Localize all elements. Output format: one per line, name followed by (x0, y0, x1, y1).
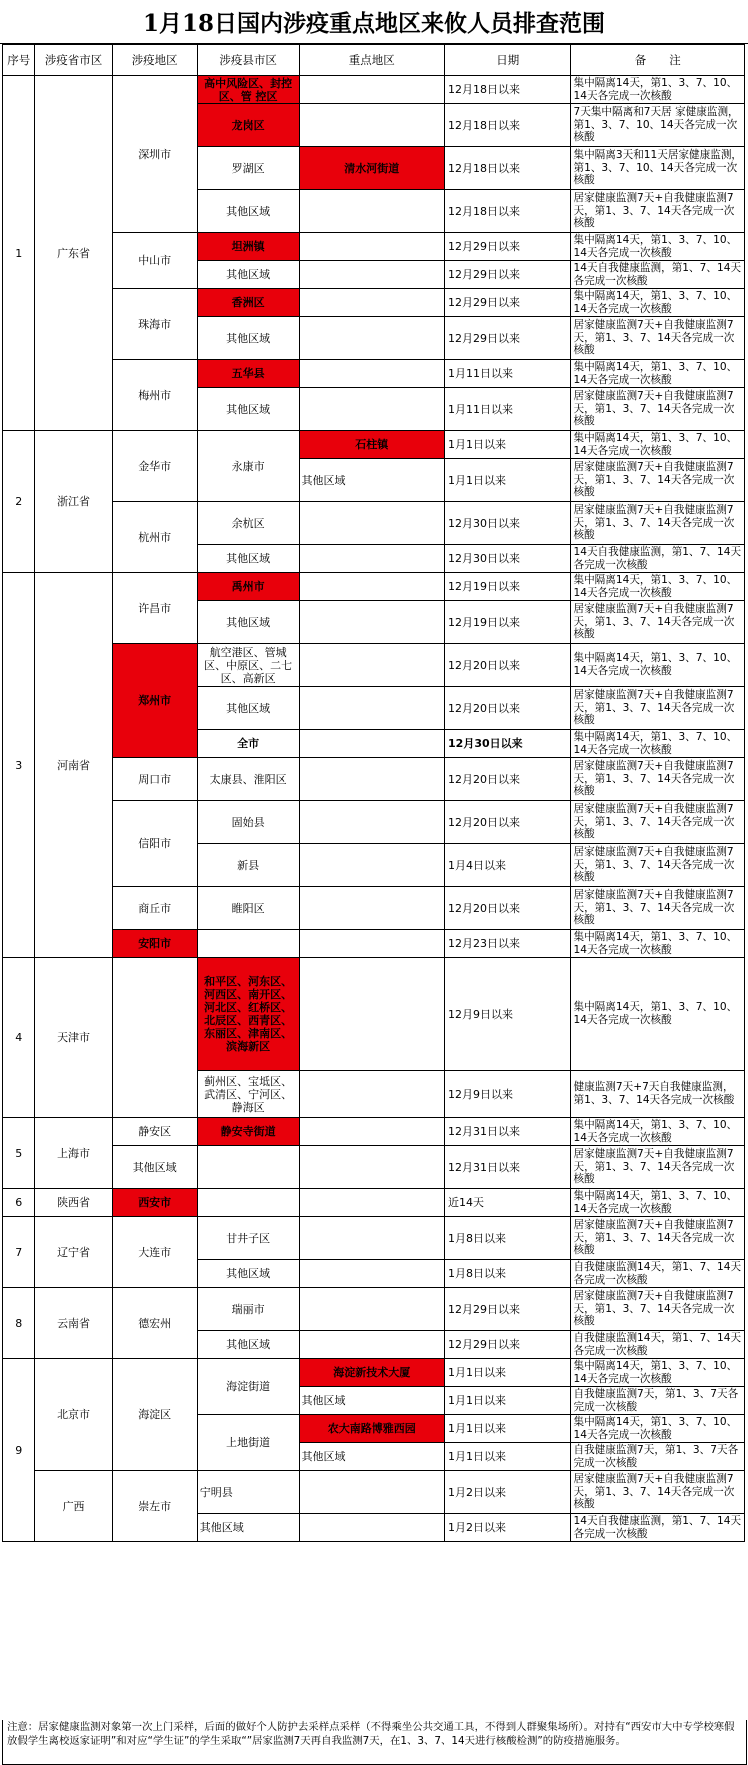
county-cell: 其他区域 (197, 317, 299, 360)
key-cell (299, 261, 444, 289)
date-cell: 12月23日以来 (445, 930, 571, 958)
date-cell: 1月1日以来 (445, 1359, 571, 1387)
county-cell: 其他区域 (197, 190, 299, 233)
key-cell (299, 801, 444, 844)
note-cell: 集中隔离14天，第1、3、7、10、14天各完成一次核酸 (571, 360, 745, 388)
county-cell: 甘井子区 (197, 1217, 299, 1260)
col-header-county: 涉疫县市区 (197, 45, 299, 76)
date-cell: 12月20日以来 (445, 801, 571, 844)
table-row (3, 431, 745, 459)
note-cell: 集中隔离14天，第1、3、7、10、14天各完成一次核酸 (571, 1359, 745, 1387)
county-cell: 瑞丽市 (197, 1288, 299, 1331)
county-cell: 其他区域 (197, 1260, 299, 1288)
note-cell: 居家健康监测7天+自我健康监测7天，第1、3、7、14天各完成一次核酸 (571, 459, 745, 502)
note-cell: 居家健康监测7天+自我健康监测7天，第1、3、7、14天各完成一次核酸 (571, 317, 745, 360)
county-cell: 全市 (197, 730, 299, 758)
province-cell: 辽宁省 (35, 1217, 112, 1288)
note-cell: 集中隔离14天，第1、3、7、10、14天各完成一次核酸 (571, 930, 745, 958)
table-row (3, 801, 745, 844)
key-cell (299, 1288, 444, 1331)
note-cell: 居家健康监测7天+自我健康监测7天，第1、3、7、14天各完成一次核酸 (571, 687, 745, 730)
row-no: 5 (3, 1118, 35, 1189)
date-cell: 12月20日以来 (445, 644, 571, 687)
key-cell (299, 502, 444, 545)
date-cell: 1月8日以来 (445, 1217, 571, 1260)
note-cell: 居家健康监测7天+自我健康监测7天，第1、3、7、14天各完成一次核酸 (571, 801, 745, 844)
date-cell: 12月20日以来 (445, 687, 571, 730)
region-cell: 许昌市 (112, 573, 197, 644)
province-cell: 广东省 (35, 76, 112, 431)
date-cell: 12月18日以来 (445, 190, 571, 233)
note-cell: 居家健康监测7天+自我健康监测7天，第1、3、7、14天各完成一次核酸 (571, 1471, 745, 1514)
row-no: 1 (3, 76, 35, 431)
county-cell: 太康县、淮阳区 (197, 758, 299, 801)
note-cell: 集中隔离14天，第1、3、7、10、14天各完成一次核酸 (571, 76, 745, 104)
county-cell: 禹州市 (197, 573, 299, 601)
date-cell: 1月1日以来 (445, 1415, 571, 1443)
row-no: 7 (3, 1217, 35, 1288)
date-cell: 1月4日以来 (445, 844, 571, 887)
county-cell: 新县 (197, 844, 299, 887)
county-cell: 上地街道 (197, 1415, 299, 1471)
table-row (3, 1146, 745, 1189)
county-cell: 其他区域 (197, 687, 299, 730)
date-cell: 12月19日以来 (445, 573, 571, 601)
note-cell: 14天自我健康监测，第1、7、14天各完成一次核酸 (571, 545, 745, 573)
note-cell: 居家健康监测7天+自我健康监测7天，第1、3、7、14天各完成一次核酸 (571, 844, 745, 887)
table-row (3, 1189, 745, 1217)
key-cell (299, 1217, 444, 1260)
date-cell: 1月2日以来 (445, 1514, 571, 1542)
table-row (3, 1359, 745, 1387)
county-cell (197, 1146, 299, 1189)
county-cell: 罗湖区 (197, 147, 299, 190)
col-header-region: 涉疫地区 (112, 45, 197, 76)
table-row (3, 1288, 745, 1331)
table-row (3, 1217, 745, 1260)
province-cell: 上海市 (35, 1118, 112, 1189)
key-cell (299, 1071, 444, 1118)
col-header-key: 重点地区 (299, 45, 444, 76)
key-cell (299, 1471, 444, 1514)
date-cell: 12月18日以来 (445, 76, 571, 104)
table-row (3, 502, 745, 545)
province-cell: 北京市 (35, 1359, 112, 1471)
region-cell: 静安区 (112, 1118, 197, 1146)
note-cell: 自我健康监测7天，第1、3、7天各完成一次核酸 (571, 1443, 745, 1471)
key-cell (299, 887, 444, 930)
key-cell (299, 317, 444, 360)
table-row (3, 930, 745, 958)
county-cell: 静安寺街道 (197, 1118, 299, 1146)
col-header-note: 备 注 (571, 45, 745, 76)
note-cell: 集中隔离14天，第1、3、7、10、14天各完成一次核酸 (571, 1415, 745, 1443)
note-cell: 集中隔离14天，第1、3、7、10、14天各完成一次核酸 (571, 1189, 745, 1217)
county-cell: 其他区域 (197, 545, 299, 573)
key-cell (299, 545, 444, 573)
table-row (3, 289, 745, 317)
key-cell: 海淀新技术大厦 (299, 1359, 444, 1387)
county-cell (197, 1189, 299, 1217)
note-cell: 7天集中隔离和7天居 家健康监测，第1、3、7、10、14天各完成一次核酸 (571, 104, 745, 147)
date-cell: 12月29日以来 (445, 1288, 571, 1331)
county-cell: 宁明县 (197, 1471, 299, 1514)
date-cell: 12月29日以来 (445, 261, 571, 289)
screening-table (2, 44, 745, 1542)
table-row (3, 360, 745, 388)
row-no: 6 (3, 1189, 35, 1217)
row-no: 2 (3, 431, 35, 573)
date-cell: 1月2日以来 (445, 1471, 571, 1514)
region-cell: 杭州市 (112, 502, 197, 573)
date-cell: 1月1日以来 (445, 1387, 571, 1415)
table-row (3, 887, 745, 930)
note-cell: 居家健康监测7天+自我健康监测7天，第1、3、7、14天各完成一次核酸 (571, 601, 745, 644)
county-cell: 海淀街道 (197, 1359, 299, 1415)
region-cell: 珠海市 (112, 289, 197, 360)
county-cell: 余杭区 (197, 502, 299, 545)
key-cell: 其他区域 (299, 459, 444, 502)
date-cell: 12月20日以来 (445, 758, 571, 801)
note-cell: 自我健康监测7天，第1、3、7天各完成一次核酸 (571, 1387, 745, 1415)
date-cell: 12月31日以来 (445, 1146, 571, 1189)
note-cell: 集中隔离14天，第1、3、7、10、14天各完成一次核酸 (571, 289, 745, 317)
county-cell: 其他区域 (197, 601, 299, 644)
date-cell: 1月1日以来 (445, 1443, 571, 1471)
note-cell: 居家健康监测7天+自我健康监测7天，第1、3、7、14天各完成一次核酸 (571, 758, 745, 801)
key-cell (299, 930, 444, 958)
key-cell (299, 1260, 444, 1288)
note-cell: 健康监测7天+7天自我健康监测，第1、3、7、14天各完成一次核酸 (571, 1071, 745, 1118)
note-cell: 居家健康监测7天+自我健康监测7天，第1、3、7、14天各完成一次核酸 (571, 388, 745, 431)
note-cell: 集中隔离14天，第1、3、7、10、14天各完成一次核酸 (571, 730, 745, 758)
date-cell: 1月8日以来 (445, 1260, 571, 1288)
county-cell: 其他区域 (197, 388, 299, 431)
county-cell: 和平区、河东区、河西区、南开区、河北区、红桥区、北辰区、西青区、东丽区、津南区、滨海新区 (197, 958, 299, 1071)
row-no: 8 (3, 1288, 35, 1359)
table-row (3, 76, 745, 104)
note-cell: 集中隔离3天和11天居家健康监测，第1、3、7、10、14天各完成一次核酸 (571, 147, 745, 190)
note-cell: 居家健康监测7天+自我健康监测7天，第1、3、7、14天各完成一次核酸 (571, 1217, 745, 1260)
table-row (3, 1118, 745, 1146)
table-row (3, 644, 745, 687)
date-cell: 12月29日以来 (445, 1331, 571, 1359)
date-cell: 1月11日以来 (445, 388, 571, 431)
province-cell: 河南省 (35, 573, 112, 958)
region-cell: 信阳市 (112, 801, 197, 887)
key-cell (299, 388, 444, 431)
note-cell: 集中隔离14天，第1、3、7、10、14天各完成一次核酸 (571, 644, 745, 687)
note-cell: 集中隔离14天，第1、3、7、10、14天各完成一次核酸 (571, 958, 745, 1071)
county-cell: 蓟州区、宝坻区、武清区、宁河区、静海区 (197, 1071, 299, 1118)
key-cell (299, 76, 444, 104)
region-cell: 金华市 (112, 431, 197, 502)
date-cell: 12月20日以来 (445, 887, 571, 930)
key-cell (299, 730, 444, 758)
key-cell (299, 360, 444, 388)
county-cell: 航空港区、管城区、中原区、二七区、高新区 (197, 644, 299, 687)
row-no: 4 (3, 958, 35, 1118)
key-cell (299, 233, 444, 261)
key-cell (299, 573, 444, 601)
region-cell: 安阳市 (112, 930, 197, 958)
note-cell: 14天自我健康监测，第1、7、14天各完成一次核酸 (571, 261, 745, 289)
date-cell: 1月1日以来 (445, 459, 571, 502)
note-cell: 集中隔离14天，第1、3、7、10、14天各完成一次核酸 (571, 573, 745, 601)
county-cell: 坦洲镇 (197, 233, 299, 261)
table-row (3, 758, 745, 801)
table-row (3, 573, 745, 601)
date-cell: 12月29日以来 (445, 289, 571, 317)
note-cell: 集中隔离14天，第1、3、7、10、14天各完成一次核酸 (571, 233, 745, 261)
table-row (3, 1471, 745, 1514)
key-cell (299, 844, 444, 887)
province-cell: 云南省 (35, 1288, 112, 1359)
date-cell: 12月30日以来 (445, 502, 571, 545)
col-header-date: 日期 (445, 45, 571, 76)
region-cell: 郑州市 (112, 644, 197, 758)
note-cell: 居家健康监测7天+自我健康监测7天，第1、3、7、14天各完成一次核酸 (571, 502, 745, 545)
key-cell (299, 758, 444, 801)
note-cell: 自我健康监测14天，第1、7、14天各完成一次核酸 (571, 1260, 745, 1288)
date-cell: 12月31日以来 (445, 1118, 571, 1146)
note-cell: 集中隔离14天，第1、3、7、10、14天各完成一次核酸 (571, 431, 745, 459)
key-cell (299, 958, 444, 1071)
date-cell: 12月9日以来 (445, 958, 571, 1071)
province-cell: 广西 (35, 1471, 112, 1542)
note-cell: 居家健康监测7天+自我健康监测7天，第1、3、7、14天各完成一次核酸 (571, 1288, 745, 1331)
date-cell: 1月1日以来 (445, 431, 571, 459)
key-cell: 农大南路博雅西园 (299, 1415, 444, 1443)
key-cell (299, 1189, 444, 1217)
date-cell: 12月29日以来 (445, 233, 571, 261)
key-cell (299, 104, 444, 147)
province-cell: 浙江省 (35, 431, 112, 573)
header-row (3, 45, 745, 76)
note-cell: 集中隔离14天，第1、3、7、10、14天各完成一次核酸 (571, 1118, 745, 1146)
key-cell (299, 644, 444, 687)
key-cell (299, 190, 444, 233)
region-cell: 深圳市 (112, 76, 197, 233)
date-cell: 12月9日以来 (445, 1071, 571, 1118)
table-row (3, 233, 745, 261)
date-cell: 12月18日以来 (445, 104, 571, 147)
county-cell: 香洲区 (197, 289, 299, 317)
county-cell: 睢阳区 (197, 887, 299, 930)
key-cell (299, 687, 444, 730)
key-cell: 其他区域 (299, 1443, 444, 1471)
county-cell: 龙岗区 (197, 104, 299, 147)
region-cell: 崇左市 (112, 1471, 197, 1542)
region-cell: 中山市 (112, 233, 197, 289)
col-header-province: 涉疫省市区 (35, 45, 112, 76)
county-cell: 其他区域 (197, 1331, 299, 1359)
footnote: 注意：居家健康监测对象第一次上门采样，后面的做好个人防护去采样点采样（不得乘坐公共交通工具，不得到人群聚集场所）。对持有“西安市大中专学校寒假放假学生离校返家证明”和对应“学生证”的学生采取“”居家监测7天再自我监测7天，在1、3、7、14天进行核酸检测”的防疫措施服务。 (2, 1720, 747, 1765)
table-row (3, 958, 745, 1071)
date-cell: 12月29日以来 (445, 317, 571, 360)
region-cell: 商丘市 (112, 887, 197, 930)
row-no: 9 (3, 1359, 35, 1542)
county-cell: 其他区域 (197, 1514, 299, 1542)
date-cell: 12月19日以来 (445, 601, 571, 644)
region-cell: 海淀区 (112, 1359, 197, 1471)
date-cell: 近14天 (445, 1189, 571, 1217)
note-cell: 居家健康监测7天+自我健康监测7天，第1、3、7、14天各完成一次核酸 (571, 1146, 745, 1189)
province-cell: 天津市 (35, 958, 112, 1118)
key-cell (299, 289, 444, 317)
note-cell: 自我健康监测14天，第1、7、14天各完成一次核酸 (571, 1331, 745, 1359)
county-cell: 其他区域 (197, 261, 299, 289)
key-cell (299, 601, 444, 644)
region-cell: 大连市 (112, 1217, 197, 1288)
page-title: 1月18日国内涉疫重点地区来攸人员排查范围 (0, 0, 748, 44)
key-cell (299, 1146, 444, 1189)
region-cell: 梅州市 (112, 360, 197, 431)
region-cell: 西安市 (112, 1189, 197, 1217)
note-cell: 居家健康监测7天+自我健康监测7天，第1、3、7、14天各完成一次核酸 (571, 887, 745, 930)
province-cell: 陕西省 (35, 1189, 112, 1217)
row-no: 3 (3, 573, 35, 958)
county-cell (197, 930, 299, 958)
note-cell: 14天自我健康监测，第1、7、14天各完成一次核酸 (571, 1514, 745, 1542)
key-cell (299, 1331, 444, 1359)
county-cell: 固始县 (197, 801, 299, 844)
key-cell (299, 1118, 444, 1146)
region-cell: 其他区域 (112, 1146, 197, 1189)
key-cell (299, 1514, 444, 1542)
region-cell (112, 958, 197, 1118)
key-cell: 其他区域 (299, 1387, 444, 1415)
county-cell: 五华县 (197, 360, 299, 388)
key-cell: 石柱镇 (299, 431, 444, 459)
region-cell: 德宏州 (112, 1288, 197, 1359)
date-cell: 12月30日以来 (445, 545, 571, 573)
county-cell: 高中风险区、封控区、管 控区 (197, 76, 299, 104)
region-cell: 周口市 (112, 758, 197, 801)
date-cell: 12月30日以来 (445, 730, 571, 758)
note-cell: 居家健康监测7天+自我健康监测7天，第1、3、7、14天各完成一次核酸 (571, 190, 745, 233)
date-cell: 12月18日以来 (445, 147, 571, 190)
col-header-no: 序号 (3, 45, 35, 76)
key-cell: 清水河街道 (299, 147, 444, 190)
county-cell: 永康市 (197, 431, 299, 502)
date-cell: 1月11日以来 (445, 360, 571, 388)
